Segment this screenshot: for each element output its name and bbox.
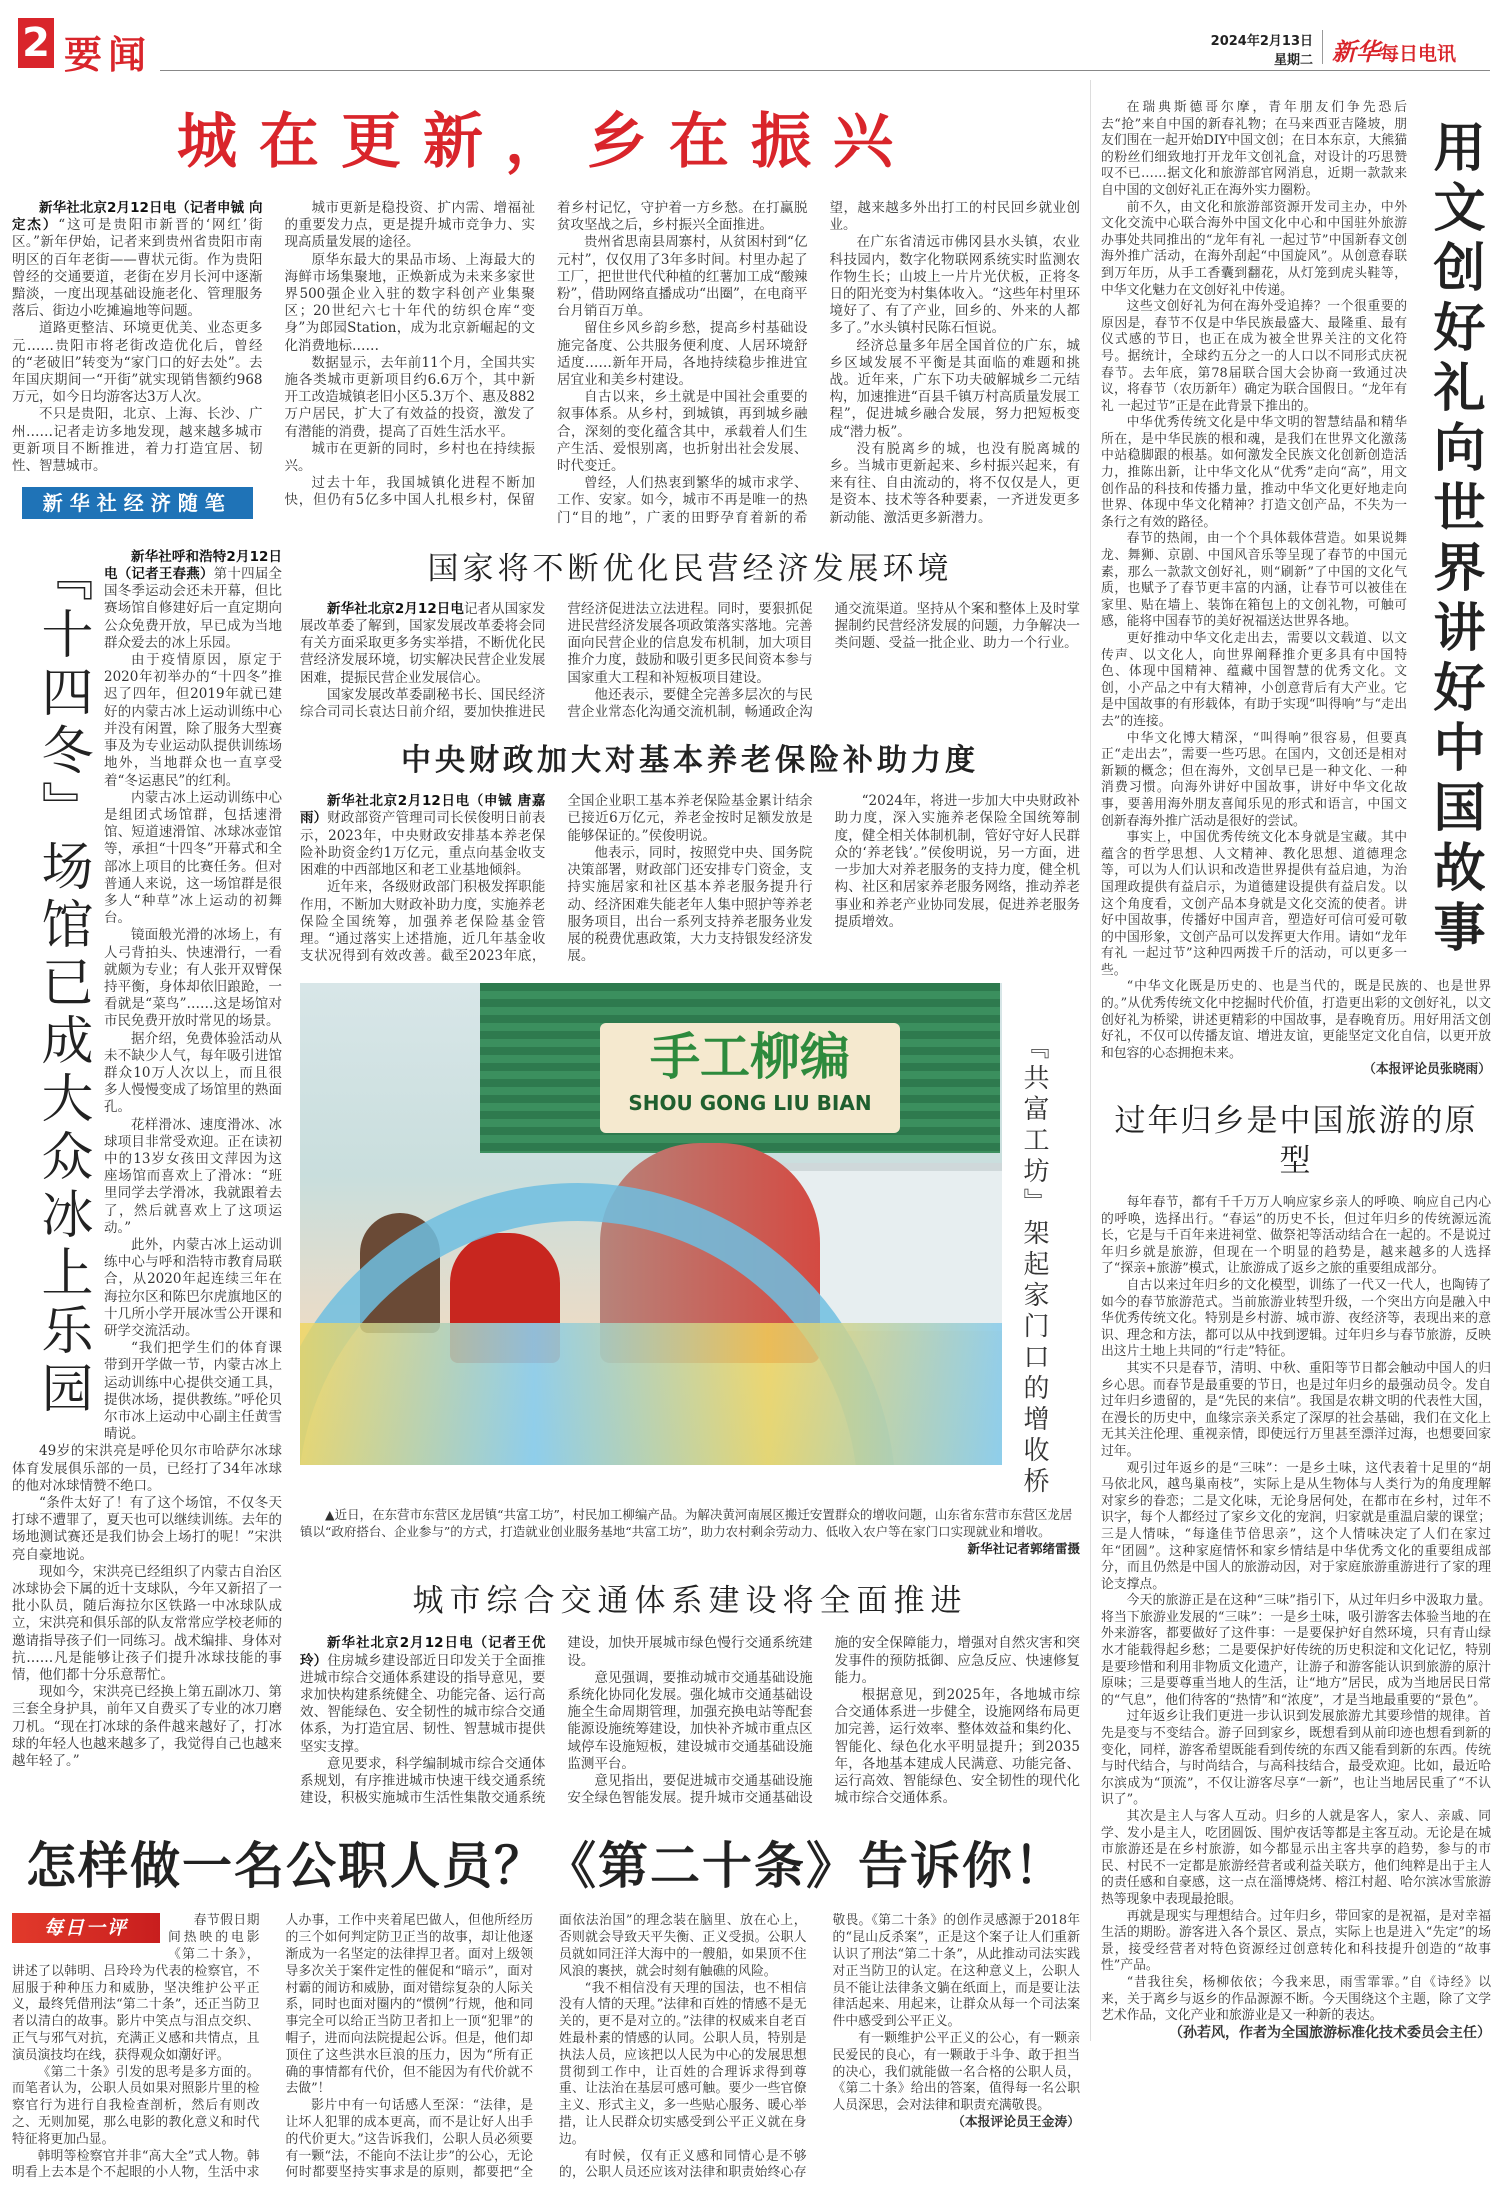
- photo-credit: 新华社记者郭绪雷摄: [967, 1541, 1080, 1557]
- headline-commentary: 怎样做一名公职人员？《第二十条》告诉你！: [26, 1836, 1066, 1896]
- paragraph: 财政部资产管理司司长侯俊明日前表示，2023年，中央财政安排基本养老保险补助资金约1万亿元，重点向基金收支困难的中西部地区和老工业基地倾斜。: [300, 810, 546, 879]
- issue-weekday: 星期二: [1273, 53, 1313, 68]
- paragraph: 49岁的宋洪亮是呼伦贝尔市哈萨尔冰球体育发展俱乐部的一员，已经打了34年冰球的他对冰球情赞不绝口。: [12, 1443, 282, 1494]
- paragraph: 有一颗维护公平正义的公心，有一颗亲民爱民的良心，有一颗敢于斗争、敢于担当的决心，我们就能做一名合格的公职人员，《第二十条》给出的答案，值得每一名公职人员深思，会对法律和职责充满敬畏。: [832, 2030, 1080, 2114]
- left-area: [12, 80, 1080, 2182]
- photo-foreground-basket-base: [300, 1323, 1002, 1465]
- paragraph: “中华文化既是历史的、也是当代的，既是民族的、也是世界的。”从优秀传统文化中挖掘时代价值，打造更出彩的文创好礼，以文创好礼为桥梁，讲述更精彩的中国故事，是春晚育历。用好用活文创好礼，不仅可以传播友谊、增进友谊，更能坚定文化自信，以更开放和包容的心态拥抱未来。: [1101, 979, 1491, 1061]
- column-tag-economic-essay: 新华社经济随笔: [22, 487, 253, 519]
- masthead: [0, 0, 1500, 80]
- paragraph: 其次是主人与客人互动。归乡的人就是客人，家人、亲戚、同学、发小是主人，吃团圆饭、围炉夜话等都是主客互动。无论是在城市旅游还是在乡村旅游，如今都显示出主客共享的趋势，参与的市民、村民不一定都是旅游经营者或利益关联方，他们纯粹是出于主人的责任感和自豪感，这一点在淄博烧烤、榕江村超、哈尔滨冰雪旅游热等现象中表现最抢眼。: [1101, 1809, 1491, 1907]
- dateline: 新华社北京2月12日电（申铖 唐嘉雨）: [300, 793, 546, 827]
- paragraph: 意见指出，要促进城市交通基础设施安全绿色智能发展。提升城市交通基础设施的安全保障能力，增强对自然灾害和突发事件的预防抵御、应急反应、快速修复能力。: [567, 1635, 1080, 1807]
- article-commentary-body: [12, 1913, 1080, 2182]
- paragraph: 每年春节，都有千千万万人响应家乡亲人的呼唤、响应自己内心的呼唤，选择出行。“春运”的历史不长，但过年归乡的传统源远流长，它是与千百年来进祠堂、做祭祀等活动结合在一起的。不是说过年归乡就是旅游，但现在一个明显的趋势是，越来越多的人选择了“探亲+旅游”模式，让旅游成了返乡之旅的重要组成部分。: [1101, 1195, 1491, 1277]
- dateline: 新华社北京2月12日电（记者申铖 向定杰）: [12, 200, 263, 234]
- paragraph: 据介绍，免费体验活动从未不缺少人气，每年吸引进馆群众10万人次以上，而且很多人慢慢变成了场馆里的熟面孔。: [104, 1030, 282, 1116]
- headline-transport: 城市综合交通体系建设将全面推进: [412, 1583, 968, 1620]
- middle-row: [12, 549, 1080, 1807]
- paragraph: 道路更整洁、环境更优美、业态更多元……贵阳市将老街改造优化后，曾经的“老破旧”转变为“家门口的好去处”。去年国庆期间一“开街”就实现销售额约968万元，如今日均游客达3万人次。: [12, 320, 263, 406]
- headline-pension: 中央财政加大对基本养老保险补助力度: [401, 743, 979, 779]
- paragraph: 近年来，各级财政部门积极发挥职能作用，不断加大财政补助力度，实施养老保险全国统筹，加强养老保险基金管理。“通过落实上述措施，近几年基金收支状况得到有效改善。截至2023年底，全国企业职工基本养老保险基金累计结余已接近6万亿元，养老金按时足额发放是能够保证的。”侯俊明说。: [300, 793, 813, 965]
- paragraph: 现如今，宋洪亮已经组织了内蒙古自治区冰球协会下属的近十支球队，今年又新招了一批小队员，随后海拉尔区铁路一中冰球队成立，宋洪亮和俱乐部的队友常常应学校老师的邀请指导孩子们一同练习。战术编排、身体对抗……凡是能够让孩子们提升冰球技能的事情，他们都十分乐意帮忙。: [12, 1563, 282, 1684]
- issue-date: 2024年2月13日: [1210, 34, 1313, 49]
- author-credit: （本报评论员张晓雨）: [1363, 1062, 1491, 1078]
- headline-urban: 城在更新，乡在振兴: [177, 107, 915, 177]
- paper-logo: [1332, 32, 1456, 67]
- page-number-badge: 2: [18, 18, 54, 68]
- paragraph: 没有脱离乡的城，也没有脱离城的乡。当城市更新起来、乡村振兴起来，有来有往、自由流动的，将不仅仅是人，更是资本、技术等各种要素，一齐迸发更多新动能、激活更多新潜力。: [829, 440, 1080, 526]
- paragraph: 今天的旅游正是在这种“三味”指引下，从过年归乡中汲取力量。将当下旅游业发展的“三味”：一是乡土味，吸引游客去体验当地的在外来游客，都要做好了这件事：一是要保护好自然环境，只有青山绿水才能载得起乡愁；二是要保护好传统的历史积淀和文化记忆，特别是要珍惜和利用非物质文化遗产，让游子和游客能认识到旅游的原汁原味；三是要尊重当地人的生活，让“地方”居民，成为当地居民日常的“气息”，他们待客的“热情”和“浓度”，才是当地最重要的“景色”。: [1101, 1593, 1491, 1708]
- paragraph: 他表示，同时，按照党中央、国务院决策部署，财政部门还安排专门资金，支持实施居家和社区基本养老服务提升行动、经济困难失能老年人集中照护等养老服务项目，出台一系列支持养老服务业发展的税费优惠政策，大力支持银发经济发展。: [567, 844, 813, 965]
- headline-culture-vertical: 用文创好礼向世界讲好中国故事: [1424, 120, 1485, 960]
- paragraph: 留住乡风乡韵乡愁，提高乡村基础设施完备度、公共服务便利度、人居环境舒适度……新年开局，各地持续稳步推进宜居宜业和美乡村建设。: [557, 320, 808, 389]
- paragraph: 春节的热闹，由一个个具体载体营造。如果说舞龙、舞狮、京剧、中国风音乐等呈现了春节的中国元素，那么一款款文创好礼，则“刷新”了中国的文化气质，也赋予了春节更丰富的内涵，让春节可以被佳在家里、贴在墙上、装饰在箱包上的文创礼物，可触可感，能将中国春节的美好祝福送达世界各地。: [1101, 531, 1407, 630]
- paragraph: 由于疫情原因，原定于2020年初举办的“十四冬”推迟了四年，但2019年就已建好的内蒙古冰上运动训练中心并没有闲置，除了服务大型赛事及为专业运动队提供训练场地外，当地群众也一直享受着“冬运惠民”的红利。: [104, 652, 282, 789]
- paragraph: 《第二十条》引发的思考是多方面的。而笔者认为，公职人员如果对照影片里的检察官行为进行自我检查剖析，然后有则改之、无则加冕，那么电影的教化意义和时代特征将更加凸显。: [12, 2064, 260, 2147]
- article-urban-body: [12, 200, 1080, 527]
- header-rule: [160, 70, 1490, 71]
- paragraph: 前不久，由文化和旅游部资源开发司主办，中外文化交流中心联合海外中国文化中心和中国驻外旅游办事处共同推出的“龙年有礼 一起过节”中国新春文创海外推广活动，在海外刮起“中国旋风”。从创意春联到万年历，从手工香囊到翻花，从灯笼到虎头鞋等，中华文化魅力在文创好礼中传递。: [1101, 199, 1407, 298]
- photo-sign: [600, 1023, 900, 1133]
- section-title: 要闻: [64, 32, 153, 77]
- paragraph: “我不相信没有天理的国法，也不相信没有人情的天理。”法律和百姓的情感不是无关的，更不是对立的。”法律的权威来自老百姓最朴素的情感的认同。公职人员，特别是执法人员，应该把以人民为中心的发展思想贯彻到工作中，让百姓的合理诉求得到尊重、让法治在基层可感可触。要少一些官僚主义、形式主义，多一些贴心服务、暖心举措，让人民群众切实感受到公平正义就在身边。: [559, 1980, 807, 2147]
- paragraph: 韩明等检察官并非“高大全”式人物。韩明看上去本是个不起眼的小人物，生活中求人办事，工作中夹着尾巴做人，但他所经历的三个如何判定防卫正当的故事，却让他逐渐成为一名坚定的法律捍卫者。面对上级领导多次关于案件定性的催促和“暗示”，面对村霸的闹访和威胁，面对错综复杂的人际关系，同时也面对圈内的“惯例”行规，他和同事完全可以给正当防卫者扣上一顶“犯罪”的帽子，进而向法院提起公诉。但是，他们却顶住了这些洪水巨浪的压力，因为“所有正确的事情都有代价，但不能因为有代价就不去做”！: [12, 1913, 533, 2181]
- paragraph: 其实不只是春节，清明、中秋、重阳等节日都会触动中国人的归乡心思。而春节是最重要的节日，也是过年归乡的最强动员令。发自过年归乡遗留的，是“先民的来信”。我国是农耕文明的代表性大国，在漫长的历史中，血缘宗亲关系定了深厚的社会基础，我们在文化上无其关注伦理、重视亲情，即使远行万里甚至漂洋过海，也想要回家过年。: [1101, 1360, 1491, 1459]
- paragraph: 中华文化博大精深，“叫得响”很容易，但要真正“走出去”，需要一些巧思。在国内，文创还是相对新颖的概念；但在海外，文创早已是一种文化、一种消费习惯。向海外讲好中国故事，讲好中华文化故事，要善用海外朋友喜闻乐见的形式和语言，中国文创新春海外推广活动是很好的尝试。: [1101, 730, 1407, 829]
- paragraph: 内蒙古冰上运动训练中心是组团式场馆群，包括速滑馆、短道速滑馆、冰球冰壶馆等，承担“十四冬”开幕式和全部冰上项目的比赛任务。但对普通人来说，这一场馆群是很多人“种草”冰上运动的初舞台。: [104, 789, 282, 927]
- paragraph: 此外，内蒙古冰上运动训练中心与呼和浩特市教育局联合，从2020年起连续三年在海拉尔区和陈巴尔虎旗地区的十几所小学开展冰雪公开课和研学交流活动。: [104, 1236, 282, 1339]
- paragraph: 再就是现实与理想结合。过年归乡，带回家的是祝福，是对幸福生活的期盼。游客进入各个景区、景点，实际上也是进入“先定”的场景，接受经营者对特色资源经过创意转化和科技提升创造的“故事性”产品。: [1101, 1908, 1491, 1974]
- photo-title-vertical: 『共富工坊』架起家门口的增收桥: [1019, 1033, 1049, 1499]
- paragraph: 事实上，中国优秀传统文化本身就是宝藏。其中蕴含的哲学思想、人文精神、教化思想、道德理念等，可以为人们认识和改造世界提供有益启迪，为治国理政提供有益启示，为道德建设提供有益启发。以这个角度看，文创产品本身就是文化交流的使者。讲好中国故事，传播好中国声音，塑造好可信可爱可敬的中国形象，文创产品可以发挥更大作用。请如“龙年有礼 一起过节”这种四两拨千斤的活动，可以更多一些。: [1101, 830, 1407, 978]
- page-layout: [0, 80, 1500, 2194]
- article-winter-body: [12, 549, 282, 1770]
- paragraph: 他还表示，要健全完善多层次的与民营企业常态化沟通交流机制，畅通政企沟通交流渠道。坚持从个案和整体上及时掌握制约民营经济发展的问题，力争解决一类问题、受益一批企业、助力一个行业。: [567, 600, 1080, 721]
- badge-daily-commentary: 每日一评: [12, 1913, 160, 1943]
- paragraph: 不只是贵阳，北京、上海、长沙、广州……记者走访多地发现，越来越多城市更新项目不断推进，着力打造宜居、韧性、智慧城市。: [12, 406, 263, 475]
- paragraph: 现如今，宋洪亮已经换上第五副冰刀、第三套全身护具，前年又自费买了专业的冰刀磨刀机。“现在打冰球的条件越来越好了，打冰球的年轻人也越来越多了，我觉得自己也越来越年轻了。”: [12, 1684, 282, 1770]
- paragraph: 影片中有一句话感人至深：“法律，是让坏人犯罪的成本更高，而不是让好人出手的代价更大。”这告诉我们，公职人员必须要有一颗“法，不能向不法让步”的公心，无论何时都要坚持实事求是的原则，都要把“全面依法治国”的理念装在脑里、放在心上，否则就会导致天平失衡、正义受损。公职人员就如同汪洋大海中的一艘船，如果顶不住风浪的裹挟，就会时刻有触礁的风险。: [285, 1913, 807, 2181]
- dateline: 新华社北京2月12日电（记者王优玲）: [300, 1635, 546, 1669]
- paragraph: 经济总量多年居全国首位的广东，城乡区域发展不平衡是其面临的难题和挑战。近年来，广东下功夫破解城乡二元结构，加速推进“百县千镇万村高质量发展工程”，促进城乡融合发展，努力把短板变成“潜力板”。: [829, 337, 1080, 440]
- news-photo-willow-workshop: [300, 983, 1002, 1465]
- paragraph: 根据意见，到2025年，各地城市综合交通体系进一步健全，设施网络布局更加完善，运行效率、整体效益和集约化、智能化、绿色化水平明显提升；到2035年，各地基本建成人民满意、功能完备、运行高效、智能绿色、安全韧性的现代化城市综合交通体系。: [834, 1686, 1080, 1807]
- right-area: [1090, 80, 1491, 2041]
- dateline: 新华社呼和浩特2月12日电（记者王春燕）: [104, 548, 282, 583]
- paragraph: 贵州省思南县周寨村，从贫困村到“亿元村”，仅仅用了3年多时间。村里办起了工厂，把世世代代种植的红薯加工成“酸辣粉”，借助网络直播成功“出圈”，在电商平台月销百万单。: [557, 234, 808, 320]
- author-credit: （本报评论员王金涛）: [952, 2114, 1080, 2130]
- paragraph: “昔我往矣，杨柳依依；今我来思，雨雪霏霏。”自《诗经》以来，关于离乡与返乡的作品源源不断。今天围绕这个主题，除了文学艺术作品，文化产业和旅游业是又一种新的表达。: [1101, 1974, 1491, 2024]
- paragraph: 花样滑冰、速度滑冰、冰球项目非常受欢迎。正在读初中的13岁女孩田文萍因为这座场馆而喜欢上了滑冰：“班里同学去学滑冰，我就跟着去了，然后就喜欢上了这项运动。”: [104, 1116, 282, 1236]
- paragraph: 国家发展改革委副秘书长、国民经济综合司司长袁达日前介绍，要加快推进民营经济促进法立法进程。同时，要狠抓促进民营经济发展各项政策落实落地。完善面向民营企业的信息发布机制，加大项目推介力度，鼓励和吸引更多民间资本参与国家重大工程和补短板项目建设。: [300, 600, 813, 721]
- paragraph: “2024年，将进一步加大中央财政补助力度，深入实施养老保险全国统筹制度，健全相关体制机制，管好守好人民群众的‘养老钱’。”侯俊明说，另一方面，进一步加大对养老服务的支持力度，健全机构、社区和居家养老服务网络，推动养老事业和养老产业协同发展，促进养老服务提质增效。: [834, 793, 1080, 930]
- paragraph: 自古以来，乡土就是中国社会重要的叙事体系。从乡村，到城镇，再到城乡融合，深刻的变化蕴含其中，承载着人们生产生活、爱恨别离，也折射出社会发展、时代变迁。: [557, 389, 808, 475]
- paragraph: 曾经，人们热衷到繁华的城市求学、工作、安家。如今，城市不再是唯一的热门“目的地”，广袤的田野孕育着新的希望，越来越多外出打工的村民回乡就业创业。: [557, 200, 1080, 526]
- paragraph: 在瑞典斯德哥尔摩，青年朋友们争先恐后去“抢”来自中国的新春礼物；在马来西亚吉隆坡，朋友们围在一起开始DIY中国文创；在日本东京，大熊猫的粉丝们细致地打开龙年文创礼盒，对设计的巧思赞叹不已……据文化和旅游部官网消息，近期一款款来自中国的文创好礼正在海外实力圈粉。: [1101, 100, 1407, 198]
- paragraph: 更好推动中华文化走出去，需要以文载道、以文传声、以文化人，向世界阐释推介更多具有中国特色、体现中国精神、蕴藏中国智慧的优秀文化。文创，小产品之中有大精神，小创意背后有大产业。它是中国故事的有形载体，有助于实现“叫得响”与“走出去”的连接。: [1101, 631, 1407, 729]
- headline-tourism: 过年归乡是中国旅游的原型: [1114, 1103, 1478, 1180]
- paragraph: 记者从国家发展改革委了解到，国家发展改革委将会同有关方面采取更多务实举措，不断优化民营经济发展环境，切实解决民营企业发展困难，提振民营企业发展信心。: [300, 600, 546, 686]
- article-culture-body: [1101, 100, 1491, 1079]
- photo-sign-pinyin: SHOU GONG LIU BIAN: [628, 1091, 872, 1116]
- article-transport-body: [300, 1635, 1080, 1807]
- paragraph: 意见要求，科学编制城市综合交通体系规划，有序推进城市快速干线交通系统建设，积极实施城市生活性集散交通系统建设，加快开展城市绿色慢行交通系统建设。: [300, 1635, 813, 1807]
- paragraph: 春节假日期间热映的电影《第二十条》，讲述了以韩明、吕玲玲为代表的检察官，不屈服于种种压力和威胁，坚决维护公平正义，最终凭借刑法“第二十条”，还正当防卫者以清白的故事。影片中笑点与泪点交织、正气与邪气对抗，充满正义感和共情点，且演员演技均在线，获得观众如潮好评。: [12, 1913, 260, 2063]
- paragraph: 有时候，仅有正义感和同情心是不够的，公职人员还应该对法律和职责始终心存敬畏。《第二十条》的创作灵感源于2018年的“昆山反杀案”，正是这个案子让人们重新认识了刑法“第二十条”，从此推动司法实践对正当防卫的认定。在这种意义上，公职人员不能让法律条文躺在纸面上，而是要让法律活起来、用起来，让群众从每一个司法案件中感受到公平正义。: [559, 1913, 1080, 2181]
- paragraph: 原华东最大的果品市场、上海最大的海鲜市场集聚地，正焕新成为未来多家世界500强企业入驻的数字科创产业集聚区；20世纪六七十年代的纺织仓库“变身”为郎园Station，成为北京新崛起的文化消费地标……: [284, 251, 535, 354]
- paragraph: 中华优秀传统文化是中华文明的智慧结晶和精华所在，是中华民族的根和魂，是我们在世界文化激荡中站稳脚跟的根基。如何激发全民族文化创新创造活力，推陈出新，让中华文化从“优秀”走向“高”，用文创作品的科技和传播力量，推动中华文化更好地走向世界、体现中华文化精神？打造文创产品，不失为一条行之有效的路径。: [1101, 415, 1407, 530]
- dateline: 新华社北京2月12日电: [327, 600, 464, 617]
- paragraph: 过去十年，我国城镇化进程不断加快，但仍有5亿多中国人扎根乡村，保留着乡村记忆，守护着一方乡愁。在打赢脱贫攻坚战之后，乡村振兴全面推进。: [284, 200, 808, 509]
- paragraph: 住房城乡建设部近日印发关于全面推进城市综合交通体系建设的指导意见，要求加快构建系统健全、功能完备、运行高效、智能绿色、安全韧性的城市综合交通体系，为打造宜居、韧性、智慧城市提供坚实支撑。: [300, 1652, 546, 1755]
- header-divider: [1322, 30, 1323, 64]
- paragraph: “我们把学生们的体育课带到开学做一节，内蒙古冰上运动训练中心提供交通工具，提供冰场，提供教练。”呼伦贝尔市冰上运动中心副主任黄雪晴说。: [104, 1340, 282, 1443]
- paragraph: “这可是贵阳市新晋的‘网红’街区。”新年伊始，记者来到贵州省贵阳市南明区的百年老街——曹状元街。作为贵阳曾经的交通要道，老街在岁月长河中逐渐黯淡，一度出现基础设施老化、管理服务落后、街边小吃摊遍地等问题。: [12, 217, 263, 320]
- headline-private-economy: 国家将不断优化民营经济发展环境: [427, 550, 953, 587]
- paragraph: 自古以来过年归乡的文化模型，训练了一代又一代人，也陶铸了如今的春节旅游范式。当前旅游业转型升级，一个突出方向是融入中华优秀传统文化。特别是乡村游、城市游、夜经济等，表现出来的意识、理念和方法，都可以从中找到逻辑。过年归乡与春节旅游，反映出这片土地上共同的“行走”特征。: [1101, 1278, 1491, 1360]
- paragraph: 在广东省清远市佛冈县水头镇，农业科技园内，数字化物联网系统实时监测农作物生长；山坡上一片片光伏板，正将冬日的阳光变为村集体收入。“这些年村里环境好了、有了产业，回乡的、外来的人都多了。”水头镇村民陈石恒说。: [829, 234, 1080, 337]
- paragraph: 意见强调，要推动城市交通基础设施系统化协同化发展。强化城市交通基础设施全生命周期管理，加强充换电站等配套能源设施统筹建设，加快补齐城市重点区域停车设施短板，建设城市交通基础设施监测平台。: [567, 1669, 813, 1772]
- paper-logo-suffix: 每日电讯: [1380, 43, 1457, 65]
- paragraph: 过年返乡让我们更进一步认识到发展旅游尤其要珍惜的规律。首先是变与不变结合。游子回到家乡，既想看到从前印迹也想看到新的变化，同样，游客希望既能看到传统的东西又能看到新的东西。传统与时代结合，与时尚结合，与高科技结合，最受欢迎。比如，最近哈尔滨成为“顶流”，不仅让游客尽享“一新”，也让当地居民重了“不认识了”。: [1101, 1709, 1491, 1808]
- headline-winter-vertical: 『十四冬』场馆已成大众冰上乐园: [32, 548, 92, 1419]
- article-tourism-body: [1101, 1195, 1491, 2041]
- paragraph: 城市在更新的同时，乡村也在持续振兴。: [284, 440, 535, 475]
- photo-sign-main: 手工柳编: [650, 1027, 850, 1087]
- paragraph: “条件太好了！有了这个场馆，不仅冬天打球不遭罪了，夏天也可以继续训练。去年的场地测试赛还是我们协会上场打的呢！”宋洪亮自豪地说。: [12, 1495, 282, 1563]
- paragraph: 这些文创好礼为何在海外受追捧？一个很重要的原因是，春节不仅是中华民族最盛大、最隆重、最有仪式感的节日，也正在成为被全世界关注的文化符号。据统计，全球约五分之一的人口以不同形式庆祝春节。去年底，第78届联合国大会协商一致通过决议，将春节（农历新年）确定为联合国假日。“龙年有礼 一起过节”正是在此背景下推出的。: [1101, 299, 1407, 414]
- middle-column: [300, 549, 1080, 1807]
- paragraph: 城市更新是稳投资、扩内需、增福祉的重要发力点，更是提升城市竞争力、实现高质量发展的途径。: [284, 200, 535, 251]
- author-credit: （孙若风，作者为全国旅游标准化技术委员会主任）: [1169, 2024, 1491, 2041]
- paper-logo-script: 新华: [1332, 37, 1380, 66]
- photo-block: [300, 983, 1080, 1498]
- paragraph: 镜面般光滑的冰场上，有人弓背拍头、快速滑行，一看就颇为专业；有人张开双臂保持平衡，身体却依旧踉跄，一看就是“菜鸟”……这是场馆对市民免费开放时常见的场景。: [104, 927, 282, 1030]
- paragraph: 观引过年返乡的是“三味”：一是乡土味，这代表着十足里的“胡马依北风，越鸟巢南枝”，实际上是从生物体与人类行为的角度理解对家乡的眷恋；二是文化味，无论身居何处，在都市在乡村，过年不识字，每个人都经过了家乡文化的宠润，归家就是重温启蒙的课堂；三是人情味，“每逢佳节倍思亲”，这个人情味决定了人们在家过年“团圆”。这种家庭情怀和家乡情结是中华优秀文化的重要组成部分，而且仍然是中国人的旅游动因，对于家庭旅游重游进行了家的理论支撑点。: [1101, 1460, 1491, 1592]
- article-private-body: [300, 601, 1080, 721]
- photo-caption: ▲近日，在东营市东营区龙居镇“共富工坊”，村民加工柳编产品。为解决黄河南展区搬迁安置群众的增收问题，山东省东营市东营区龙居镇以“政府搭台、企业参与”的方式，打造就业创业服务基地“共富工坊”，助力农村剩余劳动力、低收入农户等在家门口实现就业和增收。: [300, 1507, 1073, 1540]
- paragraph: 第十四届全国冬季运动会还未开幕，但比赛场馆自修建好后一直定期向公众免费开放，早已成为当地群众爱去的冰上乐园。: [104, 566, 283, 651]
- paragraph: 数据显示，去年前11个月，全国共实施各类城市更新项目约6.6万个，其中新开工改造城镇老旧小区5.3万个、惠及882万户居民，扩大了有效益的投资，激发了有潜能的消费，提高了百姓生活水平。: [284, 354, 535, 440]
- article-pension-body: [300, 793, 1080, 965]
